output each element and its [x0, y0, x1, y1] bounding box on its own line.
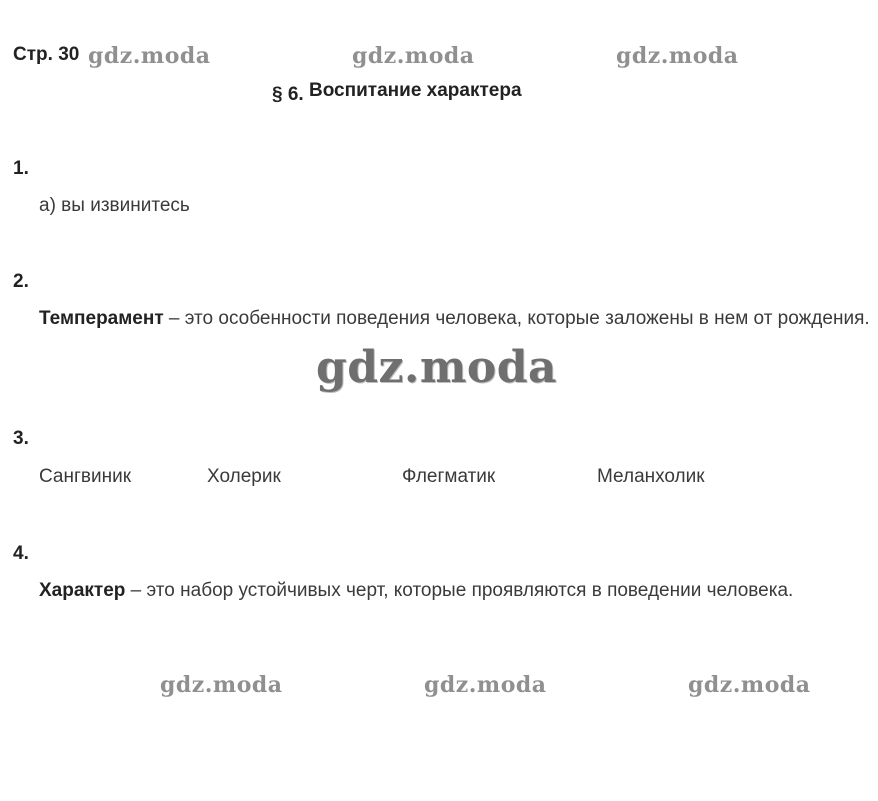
definition-temperament: – это особенности поведения человека, которые заложены в нем от рождения.: [163, 308, 870, 329]
temperament-type-3: Флегматик: [402, 466, 496, 487]
watermark-large: gdz.moda: [316, 342, 558, 393]
temperament-type-4: Меланхолик: [597, 466, 705, 487]
watermark: gdz.moda: [160, 672, 283, 698]
section-title-text: Воспитание характера: [308, 80, 522, 101]
term-temperament: Темперамент: [39, 308, 164, 329]
answer-1: а) вы извинитесь: [39, 195, 190, 216]
watermark: gdz.moda: [424, 672, 547, 698]
answer-2-paragraph: [13, 300, 870, 337]
question-number-3: 3.: [13, 428, 29, 449]
temperament-type-2: Холерик: [207, 466, 281, 487]
section-symbol: § 6.: [272, 84, 304, 105]
watermark: gdz.moda: [352, 43, 475, 69]
section-title: [272, 80, 522, 105]
temperament-type-1: Сангвиник: [39, 466, 132, 487]
question-number-1: 1.: [13, 158, 29, 179]
watermark: gdz.moda: [616, 43, 739, 69]
question-number-4: 4.: [13, 543, 29, 564]
term-character: Характер: [39, 580, 126, 601]
watermark: gdz.moda: [88, 43, 211, 69]
definition-character: – это набор устойчивых черт, которые проявляются в поведении человека.: [125, 580, 794, 601]
page-number: Стр. 30: [13, 44, 80, 65]
answer-4-paragraph: [13, 572, 870, 609]
question-number-2: 2.: [13, 271, 29, 292]
watermark: gdz.moda: [688, 672, 811, 698]
